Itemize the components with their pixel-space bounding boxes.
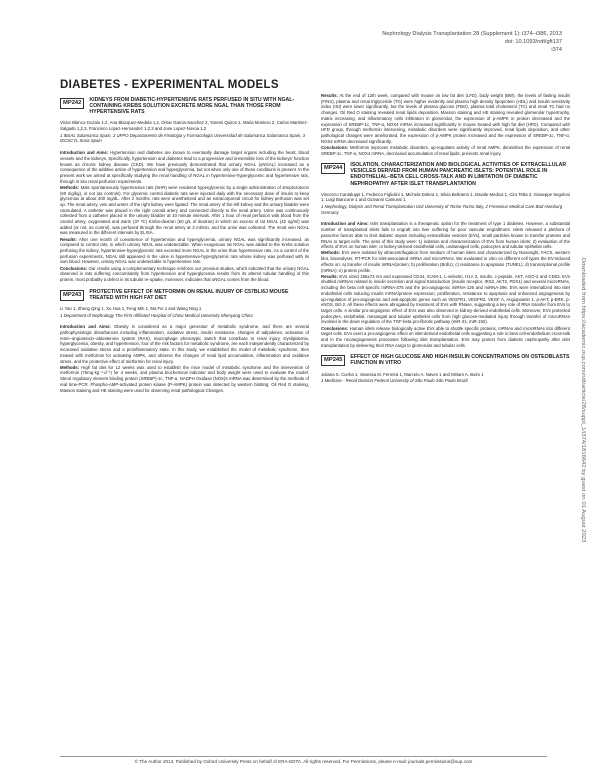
abstract-header [60, 97, 309, 115]
abstract-title: PROTECTIVE EFFECT OF METFORMIN ON RENAL INJURY OF C57BL/6J MOUSE TREATED WITH HIGH FAT DIET [89, 288, 289, 301]
abstract-id: MP242 [60, 98, 84, 109]
abstract-header [60, 289, 309, 301]
authors: Victor Blanco-Gozalo 1,2, Ana Blazquez-Medela 1,2, Omar Garcia-Sanchez 2, Yaremi Quiros 2, Maria Montero 2, Carlos Martinez-Salgado 1,2,3, Francisco Lopez-Hernandez 1,2,3 and Jose Lopez-Novoa 1,2 [60, 120, 309, 131]
right-column [321, 93, 570, 390]
conclusions-paragraph: Conclusions: Human islets release biologically active EVs able to shuttle specific proteins, mRNAs and microRNAs into different target cells. EVs exert a pro-angiogenic effect on islet-derived endothelial cells suggesting a role in beta cell-endothelium cross-talk and in the neoangiogenesis processes following islet transplantation. EVs may protect from diabetic nephropathy after islet transplantation by delivering their RNA cargo to glomerular and tubular cells. [321, 325, 570, 348]
authors: Vincenzo Cantaluppi 1, Federico Figliolini 1, Michela Dolera 1, Silvia Beltramo 1, Davide Medica 1, Ciro Tetta 2, Giuseppe Segoloni 1, Luigi Biancone 1 and Giovanni Camussi 1 [321, 191, 570, 203]
intro-paragraph: Introduction and Aims: Obesity is considered as a major generator of metabolic syndrome, and there are several pathophysiologic disturbances including inflammation, oxidative stress, insulin resistance, changes of adipokines, activation of renin–angiotensin–aldosterone system (RAS), macrophage phenotypic switch that contribute to renal injury. Dyslipidemia, hyperglycemia, obesity, and hypertension, four of the risk factors for metabolic syndrome, are each independently characterized by increased oxidative stress and a proinflammatory state. In this study, we established the model of metabolic syndrome, then treated with metformin for activating AMPK, and observe the changes of renal lipid accumulation, inflammation and oxidative stress, and the protective effect of metformin for renal injury. [60, 324, 309, 364]
results-paragraph: Results: EVs sized 155±73 nm and expressed CD44, ICAM-1, L-selectin, H1A 3, insulin, c-peptide, AKT, AGO-2 and CD63. EVs shuttled miRNAs related to insulin secretion and signal transduction (insulin receptor, IRS2, AKT2, PDX1) and several microRNAs, including the beta cell specific miRNA-375 and the pro-angiogenic miRNA-126 and miRNA-296. EVs were internalized into islet endothelial cells inducing insulin mRNA/protein expression, proliferation, resistance to apoptosis and enhanced angiogenesis by up-regulation of pro-angiogenic and anti-apoptotic genes such as VEGFR1, VEGFR2, VEGF A, Angiopoietin 1, p-AKT, p-ERK, p-eNOS, Bcl-2. All these effects were abrogated by treatment of EVs with RNase, suggesting a key role of RNA transfer from EVs to target cells. A similar pro-angiogenic effect of EVs was also observed in kidney-derived endothelial cells. Moreover, EVs protected podocytes, endothelial, mesangial and tubular epithelial cells from high glucose-mediated injury through transfer of microRNAs involved in the down regulation of the TGF-beta pro-fibrotic pathway (miR-21, miR-192). [321, 273, 570, 325]
intro-paragraph: Introduction and Aims: Islet transplantation is a therapeutic option for the treatment of type 1 diabetes. However, a substantial number of transplanted islets fails to engraft into liver suffering for poor vascular engraftment. Islets released a plethora of paracrine factors able to limit diabetic sepsis including extracellular vesicles (EVs), small particles known to transfer proteins and RNAs to target cells. The aims of this study were: 1) isolation and characterization of EVs from human islets; 2) evaluation of the effects of EVs on human islet- or kidney-derived endothelial cells, undamaged cells, podocytes and tubular epithelial cells. [321, 221, 570, 250]
abstract-id: MP245 [321, 355, 345, 366]
affiliations: 1 Nephrology, Dialysis and Renal Transplantation Unit University of Torino Torino Italy, 2 Fresenius Medical Care Bad Homburg Germany [321, 204, 563, 215]
conclusions-paragraph: Conclusions: Metformin improves metabolic disorders, up-regulates activity of renal AMPK, diminishes the expression of renal SREBP-1c, TNF-α, NOX4 mRNA, decreased accumulation of renal lipids, prevents renal injury. [321, 144, 570, 156]
results-paragraph: Results: After one month of coexistence of hypertension and hyperglycemia, urinary NGAL was significantly increased, as compared to control rats, in which urinary NGAL was undetectable. When exogenous rat NGAL was added to the Krebs solution perfusing the kidney, hypertensive-hyperglycemic rats excreted more NGAL in the urine than hypertensive rats. As a control of the perfusion experiments, NGAL still appeared in the urine in hypertensive-hyperglycemic rats whose kidney was perfused with its own blood. However, urinary NGAL was undetectable in hypertensive rats. [60, 236, 309, 265]
methods-paragraph: Methods: Male spontaneously hypertensive rats (SHR) were rendered hyperglycemic by a single administration of streptozotocin (60 mg/kg), or not (as controls). For glycemic control diabetic rats were injected daily with the necessary dose of insulin to keep glycemias at about 400 mg/dL. After 2 months, rats were anesthetized and an extracorporeal circuit for kidney perfusion was set up. The renal artery, vein and ureter of the right kidney were ligated. The renal artery of the left kidney and the urinary bladder were cannulated. A catheter was placed in the right carotid artery and connected directly to the renal artery. Urine was continuously collected from a catheter placed in the urinary bladder at 10 minute intervals. After 1 hour of renal perfusion with blood from the carotid artery, oxygenated and warm (37 ºC) Krebs-dextran (60 g/L of dextran) in which an excess of rat NGAL (42 ng/ml) was added (or not, as control), was perfused through the renal artery at 3 ml/min, and the urine was collected. The renal vein NGAL was measured in the different intervals by ELISA. [60, 184, 310, 236]
section-title: DIABETES - EXPERIMENTAL MODELS [60, 79, 279, 91]
abstract-mp242 [60, 97, 309, 283]
abstract-header [321, 354, 570, 366]
methods-paragraph: Methods: EVs were isolated by ultracentrifugation from medium of human islets and characterized by Nanosight, FACS, western blot, bioanalyser, RT-PCR for islet-associated mRNA and microRNAs. We evaluated in vitro on different cell types the EV-induced effects on: a) transfer of insulin mRNA/protein; b) proliferation (BrdU); c) resistance to apoptosis (TUNEL); d) transcriptional profile (mRNA); e) protein profile. [321, 250, 571, 273]
left-column [60, 93, 309, 399]
page-reference: i374 [551, 47, 562, 53]
results-paragraph: Results: At the end of 12th week, compared with mouse on low fat diet (LFD), body weight (BW), the levels of fasting insulin (FINS), plasma and renal triglyceride (TG) were higher evidently and plasma high density lipoprotein (HDL) and insulin sensitivity index (ISI) were lower significantly, but the levels of plasma glucose (FBG), plasma total cholesterol (TC) and renal TC had no changes. Oil Red O staining revealed renal lipids deposition, Masson staining and HE staining revealed glomerular hypertrophy, matrix increasing, and inflammatory cells infiltration in glomerular, the expression of p-AMPK in protein decreased and the expression of SREBP-1c, TNF-α, NOX4 mRNA increased significantly in mouse treated with high fat diet (HFD). Compared with HFD group, through metformin intervening, metabolic disorders were significantly improved, renal lipids deposition, and other pathological changes were ameliorated, the expression of p-AMPK protein increased and the expression of SREBP-1c, TNF-α, NOX4 mRNA decreased significantly. [321, 93, 570, 144]
abstract-mp243 [60, 289, 309, 394]
doi[interactable]: doi: 10.1093/ndt/gft137 [504, 39, 562, 45]
affiliations: 1 Department of Nephrology The First Affiliated Hospital of China Medical University Shenyang China [60, 312, 253, 318]
copyright-footer: © The Author 2013. Published by Oxford University Press on behalf of ERA-EDTA. All rights reserved. For Permissions, please e-mail: journals.permissions@oup.com [60, 756, 547, 764]
abstract-title: ISOLATION, CHARACTERIZATION AND BIOLOGICAL ACTIVITIES OF EXTRACELLULAR VESICLES DERIVED FROM HUMAN PANCREATIC ISLETS: POTENTIAL ROLE IN ENDOTHELIAL–BETA CELL CROSS-TALK AND IN LIMITATION OF DIABETIC NEPHROPATHY AFTER ISLET TRANSPLANTATION [350, 162, 567, 187]
conclusions-paragraph: Conclusions: Our results using a complementary technique reinforce our previous studies, which indicated that the urinary NGAL observed in rats suffering concomitantly from hypertension and hyperglycemia results from its altered tubular handling of this protein, most probably a defect in its tubular re-uptake, moreover, indicates that uNGAL comes from the blood. [60, 265, 309, 283]
abstract-mp243-continued [321, 93, 570, 156]
abstract-title: KIDNEYS FROM DIABETIC-HYPERTENSIVE RATS PERFUSED IN SITU WITH NGAL-CONTAINING KREBS SOLUTION EXCRETE MORE NGAL THAN THOSE FROM HYPERTENSIVE RATS [89, 97, 295, 116]
download-watermark: Downloaded from https://academic.oup.com/ndt/article/28/suppl_1/i374/1816642 by guest on 01 August 2023 [580, 257, 586, 543]
abstract-title: EFFECT OF HIGH GLUCOSE AND HIGH INSULIN CONCENTRATIONS ON OSTEOBLASTS FUNCTION IN VITRO [350, 354, 570, 367]
abstract-header [321, 162, 570, 186]
affiliations: 1 IBSAL Salamanca Spain, 2 UFPO Departamento de Fisiologia y Farmacologia Universidad de Salamanca Salamanca Spain, 3 IECSCYL Soria Spain [60, 132, 305, 144]
abstract-id: MP243 [60, 290, 84, 301]
authors: Li Yao 1, Zheng Qing 1, Xu Hua 1, Feng Min 1, Ma Fei 1 and Wang Ning 1 [60, 305, 202, 311]
abstract-mp244 [321, 162, 570, 348]
abstract-mp245 [321, 354, 570, 384]
journal-citation: Nephrology Dialysis Transplantation 28 (Supplement 1): i374–i386, 2013 [382, 31, 562, 37]
intro-paragraph: Introduction and Aims: Hypertension and diabetes are known to eventually damage target organs including the heart, blood vessels and the kidneys. Specifically, hypertension and diabetes lead to a progressive and irreversible loss of the kidneys' function known as chronic kidney disease (CKD). We have previously demonstrated that urinary NGAL (uNGAL) increased as a consequence of the additive action of hypertension and hyperglycemia, but not when only one of these conditions is present. In the present work we aimed at specifically studying the renal handling of NGAL in hypertensive-hyperglycemic and hypertensive rats, through in situ renal perfusion experiments. [60, 150, 309, 184]
methods-paragraph: Methods: High fat diet for 12 weeks was used to establish the mice model of metabolic syndrome and the intervention of metformin (75mg·kg⁻¹·d⁻¹) for 4 weeks, and plasma biochemical indicator and body weight were used to evaluate the model. Sterol regulatory element binding protein (SREBP)-1c, TNF-α, NADPH Oxidase (NOX)4 mRNA was determined by the methods of real time-PCR. Phospho-AMP-activated protein kinase (P-AMPK) protein was detected by western blotting. Oil Red O staining, Masson staining and HE staining were used for observing renal pathological Changes. [60, 364, 309, 393]
authors: Juliana S. Cunha 1, Vanessa M. Ferreira 1, Marcelo A. Naves 1 and Miriam A. Boim 1 [321, 371, 484, 377]
affiliations: 1 Medicine - Renal Division Federal University of São Paulo São Paulo Brazil [321, 378, 468, 384]
abstract-id: MP244 [321, 163, 345, 174]
